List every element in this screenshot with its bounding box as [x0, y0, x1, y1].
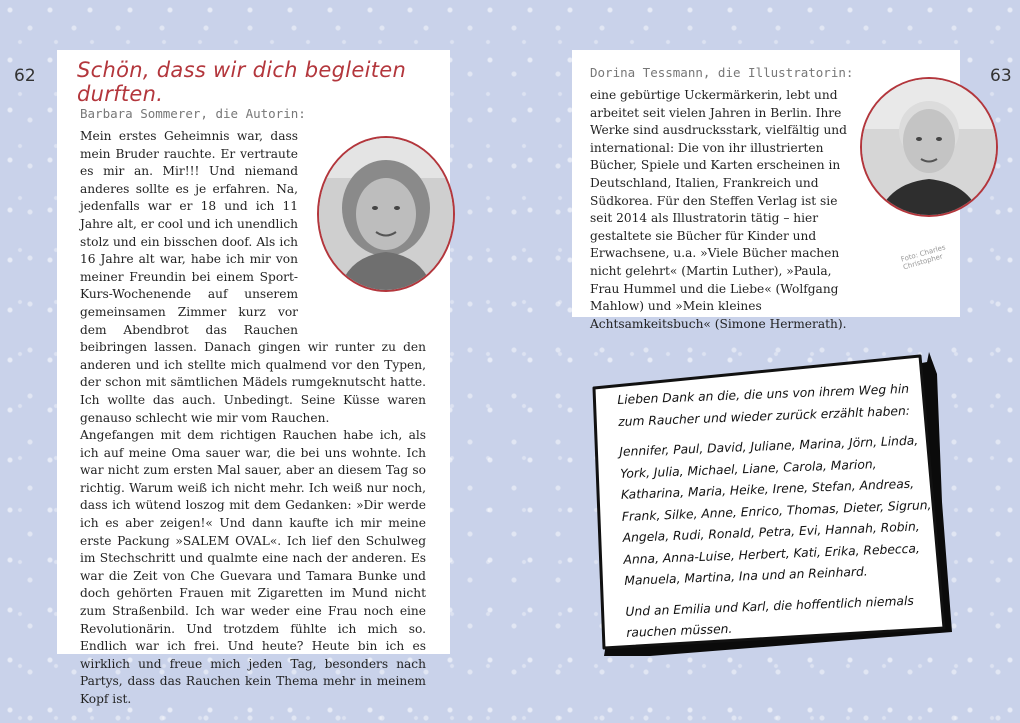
author-byline: Barbara Sommerer, die Autorin: [80, 106, 306, 121]
author-text-part2: Angefangen mit dem richtigen Rauchen habe ich, als ich auf meine Oma sauer war, die bei uns wohnte. Ich war nicht zum ersten Mal sauer, aber an diesem Tag so richtig. Warum weiß ich nicht mehr. Ich weiß nur noch, dass ich wütend loszog mit dem Gedanken: »Dir werde ich es aber zeigen!« Und dann kaufte ich mir meine erste Packung »SALEM OVAL«. Ich lief den Schulweg im Stechschritt und qualmte eine nach der anderen. Es war die Zeit von Che Guevara und Tamara Bunke und doch gehörten Frauen mit Zigaretten im Mund nicht zum Straßenbild. Ich war weder eine Frau noch eine Revolutionärin. Und trotzdem fühlte ich mich so. Endlich war ich frei. Und heute? Heute bin ich es wirklich und freue mich jeden Tag, besonders nach Partys, dass das Rauchen kein Thema mehr in meinem Kopf ist. [80, 428, 426, 706]
author-panel [57, 50, 450, 706]
note-text [617, 378, 945, 654]
author-text-part1: Mein erstes Geheimnis war, dass mein Bruder rauchte. Er vertraute es mir an. Mir!!! Und niemand anderes sollte es je erfahren. Na, jedenfalls war er 18 und ich 11 Jahre alt, er cool und ich unendlich stolz und ein bisschen doof. Als ich 16 Jahre alt war, habe ich mir von meiner Freundin bei einem Sport-Kurs-Wochenende auf unserem gemeinsamen Zimmer kurz vor dem Abendbrot das Rauchen beibringen lassen. Danach gingen wir runter zu den anderen und ich stellte mich qualmend vor den Typen, der schon mit sämtlichen Mädels rumgeknutscht hatte. Ich wollte das auch. Unbedingt. Seine Küsse waren genauso schlecht wie mir vom Rauchen. [80, 129, 426, 425]
page-title: Schön, dass wir dich begleiten durften. [77, 58, 407, 106]
note-intro: Lieben Dank an die, die uns von ihrem Weg hin zum Raucher und wieder zurück erzählt haben: [617, 381, 911, 429]
author-portrait-image [319, 138, 453, 290]
illustrator-portrait-image [862, 79, 996, 215]
illustrator-panel [572, 50, 960, 331]
thank-you-note [590, 352, 956, 658]
illustrator-text: eine gebürtige Uckermärkerin, lebt und arbeitet seit vielen Jahren in Berlin. Ihre Werke sind ausdrucksstark, vielfältig und international: Die von ihr illustrierten Bücher, Spiele und Karten erscheinen in Deutschland, Italien, Frankreich und Südkorea. Für den Steffen Verlag ist sie seit 2014 als Illustratorin tätig – hier gestaltete sie Bücher für Kinder und Erwachsene, u.a. »Viele Bücher machen nicht gelehrt« (Martin Luther), »Paula, Frau Hummel und die Liebe« (Wolfgang Mahlow) und »Mein kleines Achtsamkeitsbuch« (Simone Hermerath). [590, 88, 847, 331]
page-number-right: 63 [990, 66, 1012, 86]
note-closing: Und an Emilia und Karl, die hoffentlich niemals rauchen müssen. [625, 593, 914, 640]
page-number-left: 62 [14, 66, 36, 86]
photo-credit: Foto: Charles Christopher [900, 243, 947, 272]
note-names: Jennifer, Paul, David, Juliane, Marina, Jörn, Linda, York, Julia, Michael, Liane, Carola, Marion, Katharina, Maria, Heike, Irene, Stefan, Andreas, Frank, Silke, Anne, Enrico, Thomas, Dieter, Sigrun, Angela, Rudi, Ronald, Petra, Evi, Hannah, Robin, Anna, Anna-Luise, Herbert, Kati, Erika, Rebecca, Manuela, Martina, Ina und an Reinhard. [619, 433, 932, 588]
illustrator-portrait [860, 77, 998, 217]
illustrator-byline: Dorina Tessmann, die Illustratorin: [590, 65, 854, 80]
author-portrait [317, 136, 455, 292]
